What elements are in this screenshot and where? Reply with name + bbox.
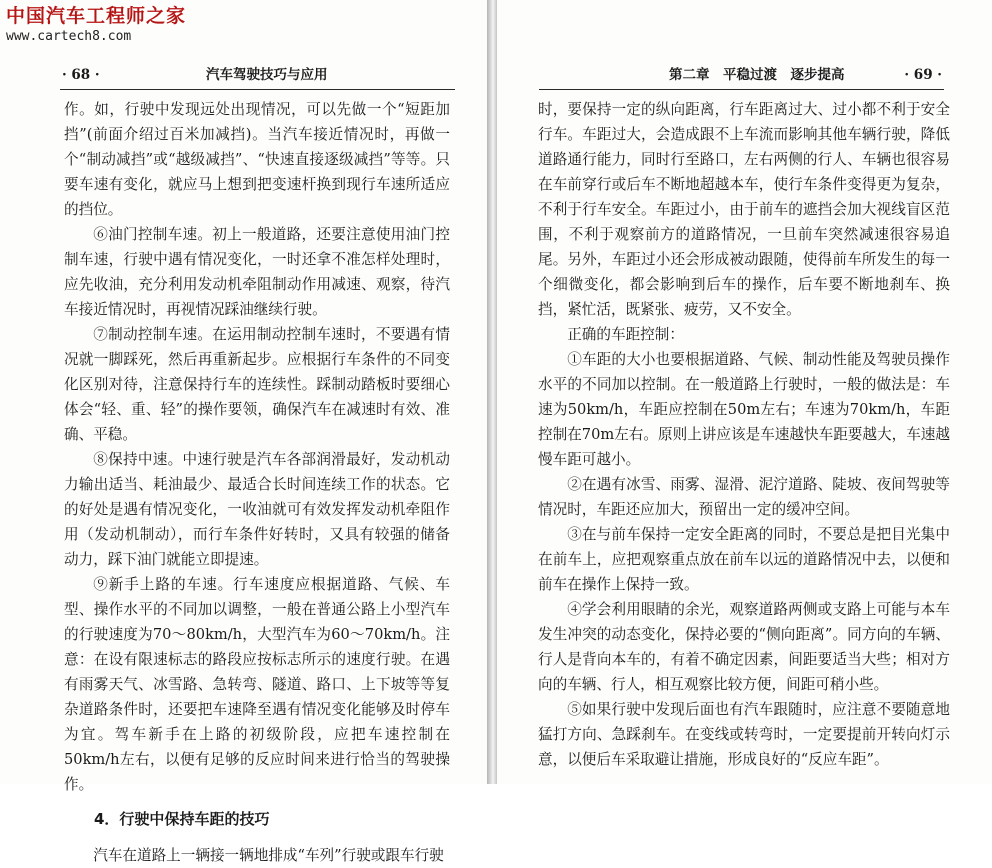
paragraph: 正确的车距控制：	[567, 326, 684, 343]
watermark-url: www.cartech8.com	[6, 29, 132, 44]
left-page	[0, 0, 487, 864]
left-page-body	[64, 97, 450, 868]
paragraph: ①车距的大小也要根据道路、气候、制动性能及驾驶员操作水平的不同加以控制。在一般道路上行驶时，一般的做法是：车速为50km/h，车距应控制在50m左右；车速为70km/h，车距控制在70m左右。原则上讲应该是车速越快车距要越大，车速越慢车距可越小。	[538, 351, 950, 468]
right-page-number: · 69 ·	[904, 67, 942, 83]
paragraph: ④学会利用眼睛的余光，观察道路两侧或支路上可能与本车发生冲突的动态变化，保持必要的“侧向距离”。同方向的车辆、行人是背向本车的，有着不确定因素，间距要适当大些；相对方向的车辆、行人，相互观察比较方便，间距可稍小些。	[538, 601, 950, 693]
paragraph: ③在与前车保持一定安全距离的同时，不要总是把目光集中在前车上，应把观察重点放在前车以远的道路情况中去，以便和前车在操作上保持一致。	[538, 526, 950, 593]
book-gutter	[487, 0, 497, 784]
right-page-body	[538, 97, 950, 772]
paragraph: 汽车在道路上一辆接一辆地排成“车列”行驶或跟车行驶	[93, 847, 444, 864]
paragraph: ⑧保持中速。中速行驶是汽车各部润滑最好，发动机动力输出适当、耗油最少、最适合长时间连续工作的状态。它的好处是遇有情况变化，一收油就可有效发挥发动机牵阻作用（发动机制动），而行车条件好转时，又具有较强的储备动力，踩下油门就能立即提速。	[64, 451, 450, 568]
left-running-title: 汽车驾驶技巧与应用	[206, 67, 328, 83]
paragraph: ⑥油门控制车速。初上一般道路，还要注意使用油门控制车速，行驶中遇有情况变化，一时还拿不准怎样处理时，应先收油，充分利用发动机牵阻制动作用减速、观察，待汽车接近情况时，再视情况踩油继续行驶。	[64, 226, 450, 318]
paragraph: ②在遇有冰雪、雨雾、湿滑、泥泞道路、陡坡、夜间驾驶等情况时，车距还应加大，预留出一定的缓冲空间。	[538, 476, 950, 518]
right-page	[497, 0, 992, 784]
section-heading: 4．行驶中保持车距的技巧	[94, 810, 270, 828]
paragraph: ⑨新手上路的车速。行车速度应根据道路、气候、车型、操作水平的不同加以调整，一般在普通公路上小型汽车的行驶速度为70～80km/h，大型汽车为60～70km/h。注意：在设有限速标志的路段应按标志所示的速度行驶。在遇有雨雾天气、冰雪路、急转弯、隧道、路口、上下坡等等复杂道路条件时，还要把车速降至遇有情况变化能够及时停车为宜。驾车新手在上路的初级阶段，应把车速控制在50km/h左右，以便有足够的反应时间来进行恰当的驾驶操作。	[64, 576, 450, 793]
paragraph: 作。如，行驶中发现远处出现情况，可以先做一个“短距加挡”(前面介绍过百米加减挡)。当汽车接近情况时，再做一个“制动减挡”或“越级减挡”、“快速直接逐级减挡”等等。只要车速有变化，就应马上想到把变速杆换到现行车速所适应的挡位。	[64, 101, 450, 218]
left-page-header	[60, 64, 455, 86]
left-header-rule	[60, 89, 455, 90]
left-page-number: · 68 ·	[62, 67, 100, 83]
paragraph: ⑤如果行驶中发现后面也有汽车跟随时，应注意不要随意地猛打方向、急踩刹车。在变线或转弯时，一定要提前开转向灯示意，以便后车采取避让措施，形成良好的“反应车距”。	[538, 701, 950, 768]
watermark-title: 中国汽车工程师之家	[6, 5, 187, 27]
right-running-title: 第二章 平稳过渡 逐步提高	[669, 67, 845, 83]
right-header-rule	[539, 89, 944, 90]
paragraph: 时，要保持一定的纵向距离，行车距离过大、过小都不利于安全行车。车距过大，会造成跟不上车流而影响其他车辆行驶，降低道路通行能力，同时行至路口，左右两侧的行人、车辆也很容易在车前穿行或后车不断地超越本车，使行车条件变得更为复杂，不利于行车安全。车距过小，由于前车的遮挡会加大视线盲区范围，不利于观察前方的道路情况，一旦前车突然减速很容易追尾。另外，车距过小还会形成被动跟随，使得前车所发生的每一个细微变化，都会影响到后车的操作，后车要不断地刹车、换挡，紧忙活，既紧张、疲劳，又不安全。	[538, 101, 950, 318]
right-page-header	[539, 64, 944, 86]
paragraph: ⑦制动控制车速。在运用制动控制车速时，不要遇有情况就一脚踩死，然后再重新起步。应根据行车条件的不同变化区别对待，注意保持行车的连续性。踩制动踏板时要细心体会“轻、重、轻”的操作要领，确保汽车在减速时有效、准确、平稳。	[64, 326, 450, 443]
site-watermark	[6, 4, 186, 46]
